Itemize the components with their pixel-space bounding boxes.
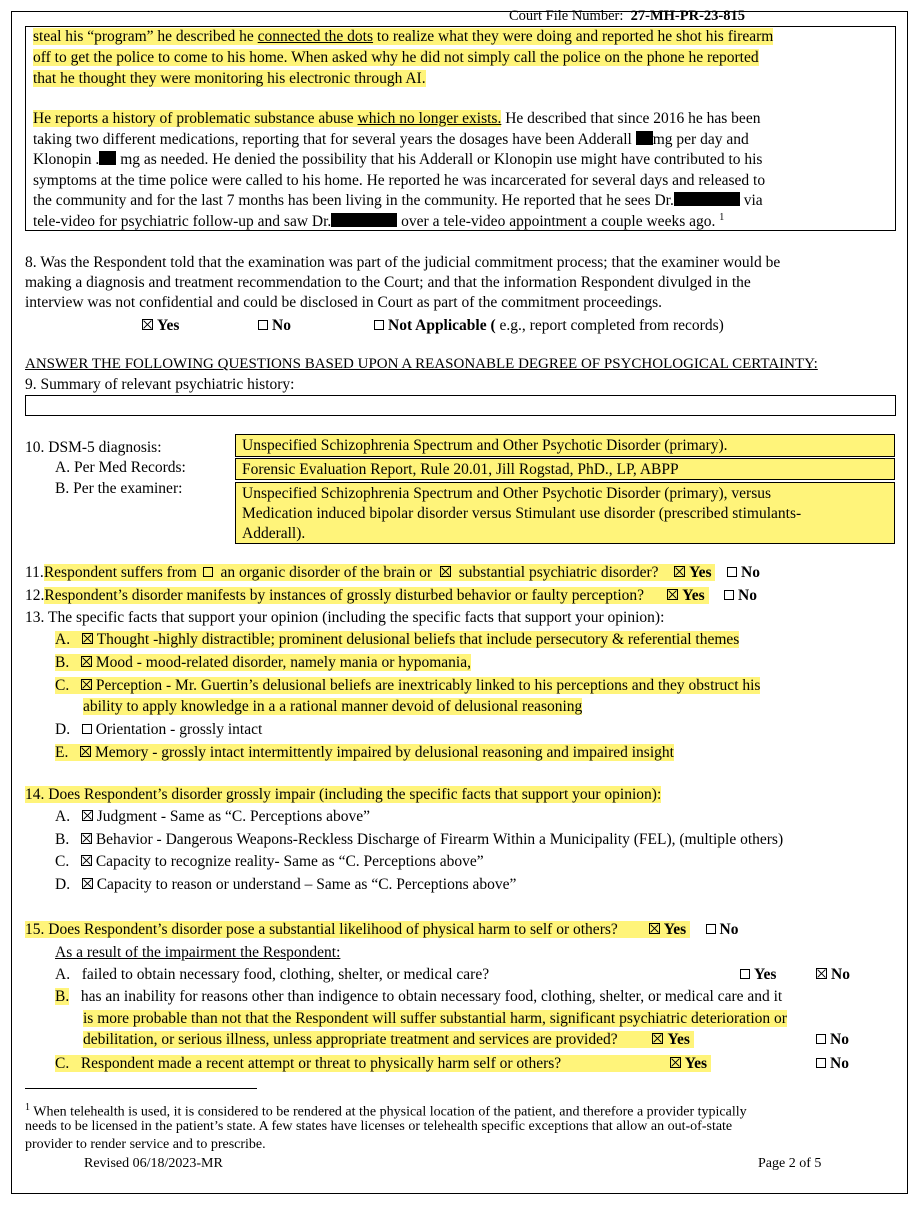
narrative-line: mg as needed. He denied the possibility that his Adderall or Klonopin use might have contributed to his [116, 151, 763, 168]
yes-label: Yes [157, 317, 180, 334]
q14-a-text: Judgment - Same as “C. Perceptions above” [96, 808, 371, 825]
q12-num: 12. [25, 587, 45, 604]
q8-na-option[interactable] [374, 317, 724, 335]
q10-a-label: A. Per Med Records: [55, 459, 186, 476]
court-file-label: Court File Number: [509, 8, 624, 24]
narrative-line: over a tele-video appointment a couple weeks ago. [397, 213, 716, 231]
checkbox-icon[interactable] [816, 1058, 826, 1068]
q10-label: 10. DSM-5 diagnosis: [25, 439, 162, 456]
q11-num: 11. [25, 564, 44, 581]
revised-date: Revised 06/18/2023-MR [84, 1156, 223, 1171]
letter: D. [55, 876, 71, 893]
q15-b-text: is more probable than not that the Respondent will suffer substantial harm, significant psychiatric deterioration or [83, 1010, 787, 1027]
q13-c-cont [83, 698, 582, 716]
letter: B. [55, 831, 70, 848]
q15-a-yes[interactable] [740, 966, 776, 984]
checked-checkbox-icon[interactable] [667, 589, 678, 600]
q13-a [55, 631, 739, 649]
letter: C. [55, 677, 70, 694]
q15-b-cont2 [83, 1031, 694, 1049]
yes-label: Yes [689, 564, 712, 581]
checkbox-icon[interactable] [740, 969, 750, 979]
q14-c-text: Capacity to recognize reality- Same as “C. Perceptions above” [95, 853, 484, 870]
q12 [25, 587, 757, 605]
footnote-num: 1 [25, 1102, 30, 1113]
q13-c-text: Perception - Mr. Guertin’s delusional beliefs are inextricably linked to his perceptions and they obstruct his [95, 677, 761, 694]
q13-text: 13. The specific facts that support your opinion (including the specific facts that support your opinion): [25, 609, 665, 626]
letter: D. [55, 721, 71, 738]
yes-label: Yes [663, 921, 687, 938]
narrative-line: the community and for the last 7 months has been living in the community. He reported that he sees Dr. [33, 192, 674, 209]
checked-checkbox-icon[interactable] [81, 855, 92, 866]
q11-text: an organic disorder of the brain or [216, 564, 436, 581]
q8-yes-option[interactable] [142, 317, 179, 335]
narrative-line: Klonopin . [33, 151, 100, 168]
na-label: Not Applicable ( [388, 317, 496, 334]
yes-label: Yes [682, 587, 705, 604]
checked-checkbox-icon[interactable] [81, 679, 92, 690]
court-file-number: 27-MH-PR-23-815 [630, 8, 745, 24]
checked-checkbox-icon[interactable] [81, 656, 92, 667]
q8-line: interview was not confidential and could be disclosed in Court as part of the commitment proceedings. [25, 294, 663, 311]
redaction [331, 213, 397, 227]
narrative-line: taking two different medications, reporting that for several years the dosages have been Adderall [33, 131, 636, 148]
q14-b [55, 831, 783, 849]
checked-checkbox-icon[interactable] [80, 746, 91, 757]
q14-a [55, 808, 370, 826]
q13-c [55, 677, 760, 695]
checked-checkbox-icon[interactable] [440, 566, 451, 577]
q8-no-option[interactable] [258, 317, 291, 335]
q14-question: 14. Does Respondent’s disorder grossly impair (including the specific facts that support your opinion): [25, 786, 662, 803]
q11-text: Respondent suffers from [43, 564, 201, 581]
q13-c-text: ability to apply knowledge in a a rational manner devoid of delusional reasoning [83, 698, 583, 715]
diagnosis-text: Unspecified Schizophrenia Spectrum and Other Psychotic Disorder (primary). [242, 437, 728, 454]
no-label: No [831, 966, 850, 983]
no-label: No [272, 317, 291, 334]
q15-a-no[interactable] [816, 966, 850, 984]
no-label: No [830, 1031, 849, 1048]
checked-checkbox-icon[interactable] [82, 633, 93, 644]
checkbox-icon[interactable] [724, 590, 734, 600]
footnote-text: When telehealth is used, it is considered to be rendered at the physical location of the patient, and therefore a provider typically [30, 1104, 747, 1120]
narrative-line: off to get the police to come to his home. When asked why he did not simply call the police on the phone he reported [33, 49, 759, 66]
q11-text: substantial psychiatric disorder? [454, 564, 659, 581]
footnote-text: provider to render service and to prescribe. [25, 1137, 266, 1152]
letter: A. [55, 631, 71, 648]
q8-line: 8. Was the Respondent told that the examination was part of the judicial commitment process; that the examiner would be [25, 254, 781, 271]
letter: B. [55, 654, 70, 671]
narrative-line: tele-video for psychiatric follow-up and saw Dr. [33, 213, 332, 231]
checkbox-icon[interactable] [706, 924, 716, 934]
q13-e [55, 744, 674, 762]
instruction-heading: ANSWER THE FOLLOWING QUESTIONS BASED UPON A REASONABLE DEGREE OF PSYCHOLOGICAL CERTAINTY: [25, 356, 818, 372]
q13-b [55, 654, 471, 672]
q13-d-text: Orientation - grossly intact [95, 721, 263, 738]
q14-d-text: Capacity to reason or understand – Same as “C. Perceptions above” [96, 876, 517, 893]
narrative-line: mg per day and [652, 131, 749, 148]
q9-answer-field[interactable] [25, 395, 896, 416]
q15-b-cont [83, 1010, 787, 1028]
q12-text: Respondent’s disorder manifests by instances of grossly disturbed behavior or faulty perception? [44, 587, 645, 604]
no-label: No [830, 1055, 849, 1072]
q9-label: 9. Summary of relevant psychiatric history: [25, 376, 295, 393]
q10-b-label: B. Per the examiner: [55, 480, 183, 497]
footnote-divider [25, 1088, 257, 1089]
q15-c-no[interactable] [816, 1055, 849, 1073]
footnote-ref: 1 [719, 212, 725, 223]
footnote-text: needs to be licensed in the patient’s state. A few states have licenses or telehealth specific exceptions that allow an out-of-state [25, 1119, 733, 1134]
redaction [636, 131, 653, 145]
narrative-line: He reports a history of problematic substance abuse [33, 110, 358, 127]
checkbox-icon[interactable] [374, 320, 384, 330]
q15-question: 15. Does Respondent’s disorder pose a substantial likelihood of physical harm to self or others? [25, 921, 618, 938]
checked-checkbox-icon[interactable] [816, 968, 827, 979]
na-note: e.g., report completed from records) [495, 317, 724, 334]
checked-checkbox-icon[interactable] [649, 923, 660, 934]
no-label: No [719, 921, 739, 938]
q13-a-text: Thought -highly distractible; prominent delusional beliefs that include persecutory & referential themes [96, 631, 740, 648]
examiner-text: Unspecified Schizophrenia Spectrum and Other Psychotic Disorder (primary), versus [242, 485, 772, 502]
yes-label: Yes [684, 1055, 708, 1072]
q15-b-text: has an inability for reasons other than indigence to obtain necessary food, clothing, shelter, or medical care and it [80, 988, 783, 1005]
narrative-line: He described that since 2016 he has been [501, 110, 761, 127]
checked-checkbox-icon[interactable] [652, 1033, 663, 1044]
q15-b-text: debilitation, or serious illness, unless appropriate treatment and services are provided? [83, 1031, 618, 1048]
q8-line: making a diagnosis and treatment recommendation to the Court; and that the information Respondent divulged in the [25, 274, 751, 291]
checked-checkbox-icon[interactable] [674, 566, 685, 577]
redaction [674, 192, 740, 206]
examiner-text: Adderall). [242, 525, 306, 542]
checkbox-icon[interactable] [258, 320, 268, 330]
yes-label: Yes [754, 966, 777, 983]
narrative-line: to realize what they were doing and reported he shot his firearm [373, 28, 774, 45]
q15-b [55, 988, 782, 1006]
checkbox-icon[interactable] [203, 567, 213, 577]
med-records-text: Forensic Evaluation Report, Rule 20.01, Jill Rogstad, PhD., LP, ABPP [242, 461, 679, 478]
q14-d [55, 876, 516, 894]
no-label: No [741, 564, 760, 581]
q15-b-no[interactable] [816, 1031, 849, 1049]
checked-checkbox-icon[interactable] [81, 833, 92, 844]
q14-c [55, 853, 484, 871]
q10-a-field[interactable] [235, 458, 895, 480]
q15-a-text: failed to obtain necessary food, clothing, shelter, or medical care? [81, 966, 490, 983]
narrative-line: via [739, 192, 763, 209]
q13-e-text: Memory - grossly intact intermittently impaired by delusional reasoning and impaired insight [94, 744, 674, 761]
letter: C. [55, 853, 70, 870]
page-number: Page 2 of 5 [758, 1156, 822, 1171]
narrative-underline: connected the dots [257, 28, 374, 45]
checked-checkbox-icon[interactable] [82, 810, 93, 821]
narrative-line: steal his “program” he described he [33, 28, 258, 45]
q15 [25, 921, 738, 939]
q10-b-field[interactable] [235, 482, 895, 544]
q15-c-text: Respondent made a recent attempt or threat to physically harm self or others? [80, 1055, 562, 1072]
narrative-underline: which no longer exists. [357, 110, 502, 127]
checked-checkbox-icon[interactable] [670, 1057, 681, 1068]
q15-a [55, 966, 489, 984]
checked-checkbox-icon[interactable] [82, 878, 93, 889]
narrative-line: that he thought they were monitoring his electronic through AI. [33, 70, 426, 87]
q14-text [25, 786, 661, 804]
letter: C. [55, 1055, 70, 1072]
letter: A. [55, 808, 71, 825]
redaction [99, 151, 116, 165]
q10-diagnosis-field[interactable] [235, 434, 895, 457]
q14-b-text: Behavior - Dangerous Weapons-Reckless Discharge of Firearm Within a Municipality (FEL), (multiple others) [95, 831, 784, 848]
yes-label: Yes [667, 1031, 690, 1048]
checkbox-icon[interactable] [816, 1034, 826, 1044]
q13-b-text: Mood - mood-related disorder, namely mania or hypomania, [95, 654, 471, 671]
letter: A. [55, 966, 71, 983]
examiner-text: Medication induced bipolar disorder versus Stimulant use disorder (prescribed stimulants- [242, 505, 802, 522]
checked-checkbox-icon[interactable] [142, 319, 153, 330]
q11 [25, 564, 760, 582]
q15-subheading: As a result of the impairment the Respondent: [55, 944, 341, 961]
letter: E. [55, 744, 69, 761]
court-file-header [509, 8, 745, 25]
checkbox-icon[interactable] [82, 724, 92, 734]
q15-c [55, 1055, 711, 1073]
q13-d [55, 721, 262, 739]
letter: B. [55, 988, 70, 1005]
no-label: No [738, 587, 757, 604]
checkbox-icon[interactable] [727, 567, 737, 577]
narrative-line: symptoms at the time police were called to his home. He reported he was incarcerated for several days and released to [33, 172, 766, 189]
